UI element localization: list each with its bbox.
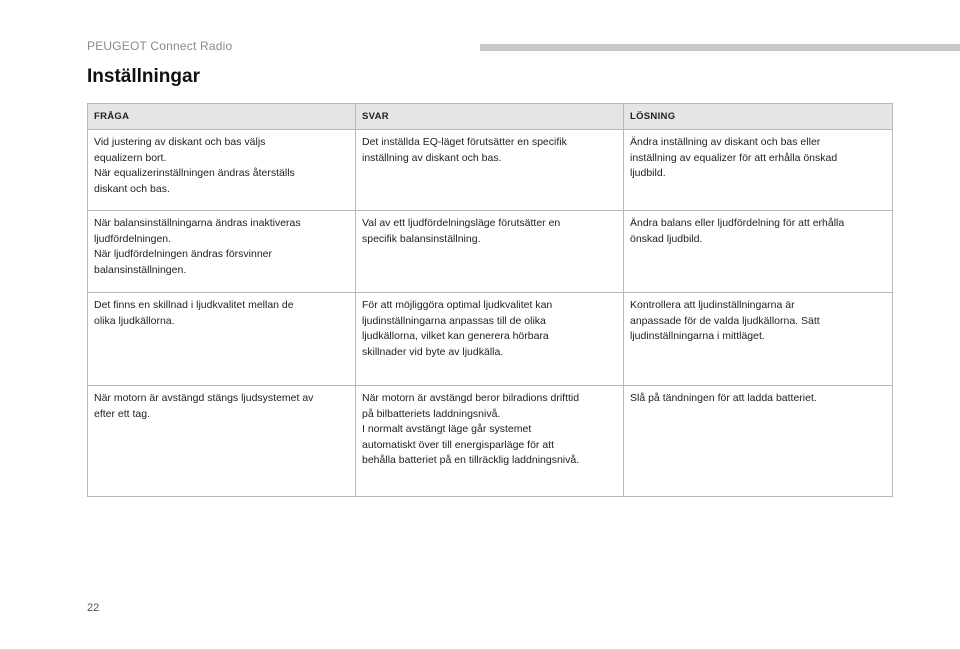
question-text: När motorn är avstängd stängs ljudsystemet av efter ett tag. xyxy=(94,392,314,420)
table-row xyxy=(88,130,893,211)
question-cell xyxy=(88,386,356,497)
solution-text: Kontrollera att ljudinställningarna är anpassade för de valda ljudkällorna. Sätt ljudinställningarna i mittläget. xyxy=(630,299,820,342)
question-cell xyxy=(88,293,356,386)
answer-text: När motorn är avstängd beror bilradions drifttid på bilbatteriets laddningsnivå. I normalt avstängt läge går systemet automatiskt över till energisparläge för att behålla batteriet på en tillräcklig laddningsnivå. xyxy=(362,392,580,466)
question-cell xyxy=(88,211,356,293)
column-header-solution: LÖSNING xyxy=(624,104,893,130)
question-cell xyxy=(88,130,356,211)
answer-cell xyxy=(356,211,624,293)
question-text: Vid justering av diskant och bas väljs equalizern bort. När equalizerinställningen ändras återställs diskant och bas. xyxy=(94,136,295,195)
answer-cell xyxy=(356,386,624,497)
solution-text: Ändra inställning av diskant och bas eller inställning av equalizer för att erhålla önskad ljudbild. xyxy=(630,136,838,179)
question-text: När balansinställningarna ändras inaktiveras ljudfördelningen. När ljudfördelningen ändras försvinner balansinställningen. xyxy=(94,217,301,276)
header-divider-bar xyxy=(480,44,960,51)
column-header-answer: SVAR xyxy=(356,104,624,130)
manual-brand-header: PEUGEOT Connect Radio xyxy=(87,39,233,53)
question-text: Det finns en skillnad i ljudkvalitet mellan de olika ljudkällorna. xyxy=(94,299,294,327)
solution-cell xyxy=(624,293,893,386)
table-row xyxy=(88,386,893,497)
answer-text: Det inställda EQ-läget förutsätter en specifik inställning av diskant och bas. xyxy=(362,136,567,164)
solution-cell xyxy=(624,211,893,293)
solution-text: Slå på tändningen för att ladda batteriet. xyxy=(630,392,817,404)
solution-cell xyxy=(624,386,893,497)
page-title: Inställningar xyxy=(87,66,200,87)
solution-text: Ändra balans eller ljudfördelning för att erhålla önskad ljudbild. xyxy=(630,217,845,245)
table-row xyxy=(88,293,893,386)
answer-text: Val av ett ljudfördelningsläge förutsätter en specifik balansinställning. xyxy=(362,217,561,245)
answer-cell xyxy=(356,130,624,211)
solution-cell xyxy=(624,130,893,211)
table-header-row xyxy=(88,104,893,130)
column-header-question: FRÅGA xyxy=(88,104,356,130)
page-number: 22 xyxy=(87,602,100,614)
table-row xyxy=(88,211,893,293)
settings-faq-table xyxy=(87,103,893,497)
answer-cell xyxy=(356,293,624,386)
answer-text: För att möjliggöra optimal ljudkvalitet kan ljudinställningarna anpassas till de olika ljudkällorna, vilket kan generera hörbara skillnader vid byte av ljudkälla. xyxy=(362,299,553,358)
